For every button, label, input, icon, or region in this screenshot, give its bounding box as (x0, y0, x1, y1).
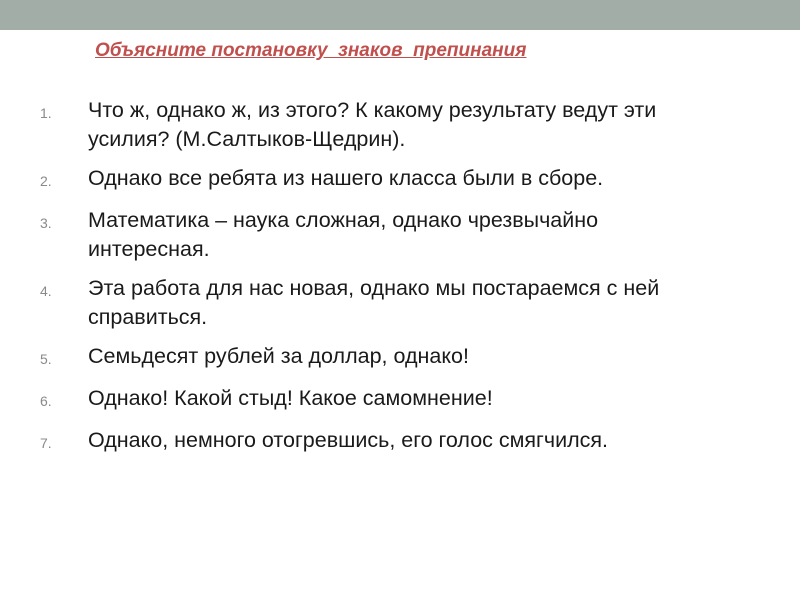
list-item-number: 7. (40, 435, 52, 451)
list-item-text: Однако все ребята из нашего класса были в сборе. (88, 166, 604, 190)
slide-title: Объясните постановку знаков препинания (95, 40, 527, 61)
list-item-number: 4. (40, 283, 52, 299)
list-item-number: 6. (40, 393, 52, 409)
list-item (40, 342, 700, 374)
list-item-text: Эта работа для нас новая, однако мы постараемся с ней справиться. (88, 276, 660, 329)
list-item-text: Семьдесят рублей за доллар, однако! (88, 344, 469, 368)
list-item (40, 426, 700, 458)
list-item (40, 206, 700, 264)
list-item-number: 5. (40, 351, 52, 367)
list-item-number: 1. (40, 105, 52, 121)
list-item-number: 3. (40, 215, 52, 231)
list-item (40, 164, 700, 196)
list-item-number: 2. (40, 173, 52, 189)
list-item-text: Математика – наука сложная, однако чрезвычайно интересная. (88, 208, 599, 261)
list-item-text: Однако, немного отогревшись, его голос смягчился. (88, 428, 609, 452)
list-item (40, 96, 700, 154)
list-item (40, 274, 700, 332)
numbered-list (40, 96, 700, 468)
list-item-text: Что ж, однако ж, из этого? К какому результату ведут эти усилия? (М.Салтыков-Щедрин). (88, 98, 657, 151)
list-item-text: Однако! Какой стыд! Какое самомнение! (88, 386, 493, 410)
top-band (0, 0, 800, 30)
list-item (40, 384, 700, 416)
